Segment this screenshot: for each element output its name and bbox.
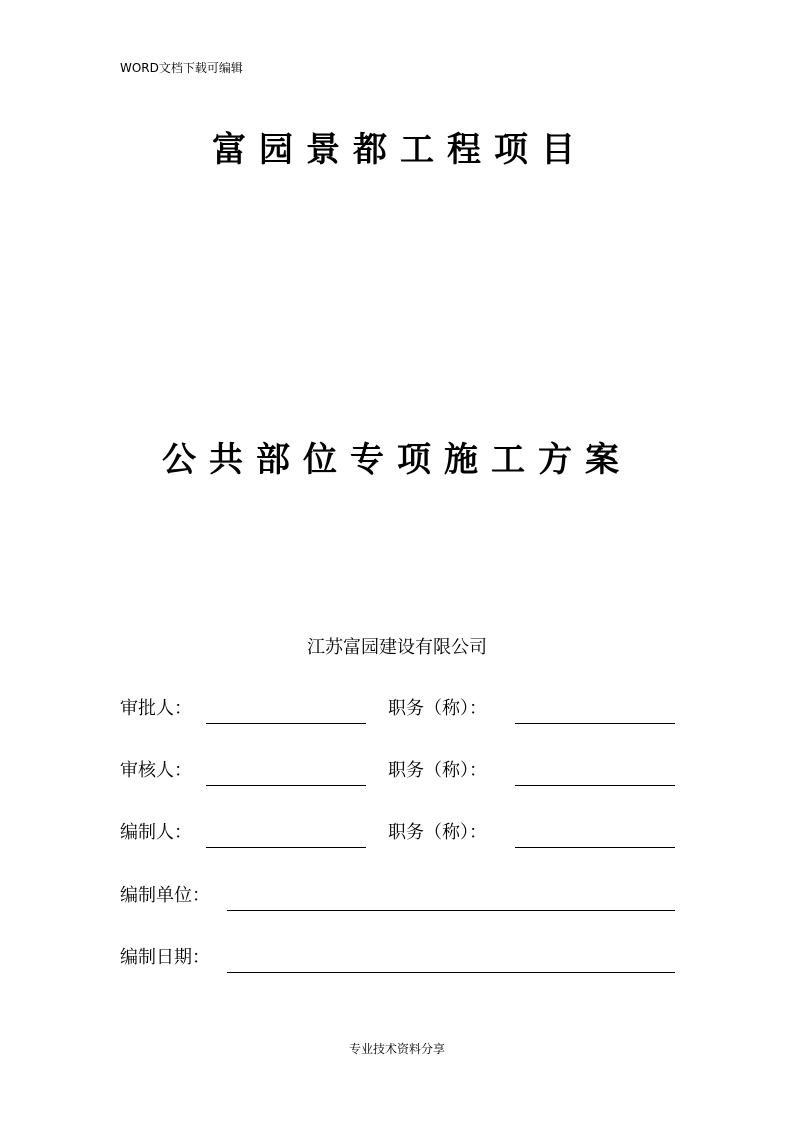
approver-field[interactable] (206, 723, 366, 724)
date-field[interactable] (227, 972, 675, 973)
date-label: 编制日期： (120, 947, 210, 968)
unit-field[interactable] (227, 910, 675, 911)
reviewer-row (120, 758, 676, 786)
company-name: 江苏富园建设有限公司 (307, 637, 487, 658)
reviewer-position-label: 职务（称）： (388, 760, 487, 781)
compiler-label: 编制人： (120, 822, 192, 843)
footer-note: 专业技术资料分享 (348, 1042, 445, 1056)
reviewer-position-field[interactable] (515, 785, 675, 786)
compiler-position-label: 职务（称）： (388, 822, 487, 843)
approver-position-label: 职务（称）： (388, 698, 487, 719)
compiler-field[interactable] (206, 847, 366, 848)
approver-row (120, 696, 676, 724)
date-row (120, 945, 676, 973)
header-note: WORD文档下载可编辑 (120, 61, 243, 75)
approver-position-field[interactable] (515, 723, 675, 724)
reviewer-field[interactable] (206, 785, 366, 786)
plan-title: 公共部位专项施工方案 (162, 440, 632, 480)
unit-row (120, 883, 676, 911)
reviewer-label: 审核人： (120, 760, 192, 781)
compiler-position-field[interactable] (515, 847, 675, 848)
compiler-row (120, 820, 676, 848)
unit-label: 编制单位： (120, 885, 210, 906)
approver-label: 审批人： (120, 698, 192, 719)
project-title: 富园景都工程项目 (212, 130, 588, 170)
